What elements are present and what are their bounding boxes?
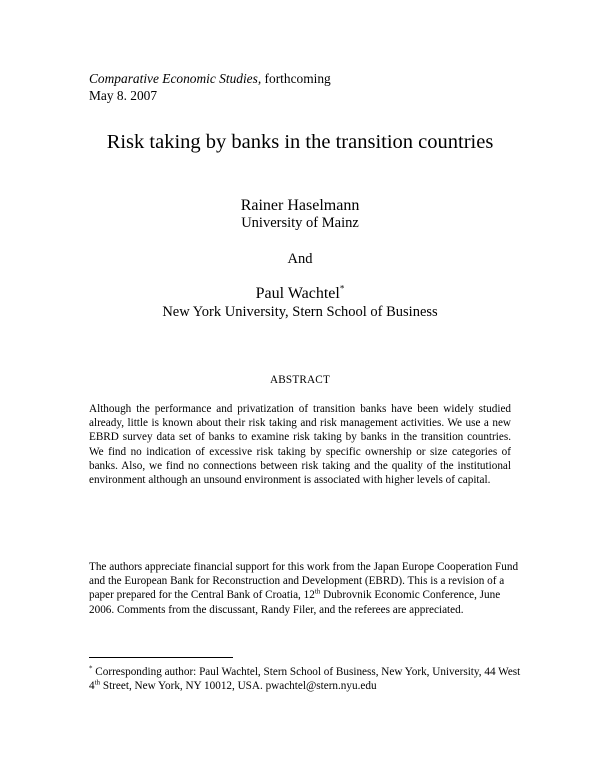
date-line: May 8. 2007 (89, 88, 158, 103)
journal-name: Comparative Economic Studies, (89, 71, 262, 86)
author-affiliation-2: New York University, Stern School of Business (162, 304, 438, 320)
author-footnote-marker: * (339, 283, 345, 294)
acknowledgement-paragraph (89, 560, 519, 617)
footnote-separator (89, 657, 233, 658)
author-conjunction: And (287, 251, 313, 267)
author-name-1: Rainer Haselmann (240, 197, 360, 214)
abstract-text: Although the performance and privatization of transition banks have been widely studied already, little is known about their risk taking and risk management activities. We use a new EBRD survey data set of banks to examine risk taking by banks in the transition countries. We find no indication of excessive risk taking by specific ownership or size categories of banks. Also, we find no connections between risk taking and the quality of the institutional environment although an unsound environment is associated with higher levels of capital. (89, 403, 511, 487)
footnote-text-1: Corresponding author: Paul Wachtel, Stern School of Business, New York, University, 44 West 4 (89, 666, 521, 693)
journal-status: forthcoming (261, 71, 331, 86)
journal-line (89, 71, 331, 87)
author-affiliation-1: University of Mainz (241, 215, 359, 231)
acknowledgement-text-1: The authors appreciate financial support for this work from the Japan Europe Cooperation Fund and the European Bank for Reconstruction and Development (EBRD). This is a revision of a paper prepared for the Central Bank of Croatia, 12 (89, 561, 519, 602)
paper-title: Risk taking by banks in the transition countries (106, 131, 494, 153)
author-name-2: Paul Wachtel (255, 285, 340, 302)
acknowledgement-ordinal-suffix: th (314, 587, 321, 596)
footnote-marker: * (89, 664, 93, 673)
footnote-ordinal-suffix: th (94, 678, 101, 687)
footnote-text-2: Street, New York, NY 10012, USA. pwachtel@stern.nyu.edu (100, 680, 377, 693)
footnote (89, 665, 529, 693)
author-2 (0, 284, 600, 304)
abstract-heading: ABSTRACT (269, 374, 331, 386)
acknowledgement-text-2: Dubrovnik Economic Conference, June 2006. Comments from the discussant, Randy Filer, and the referees are appreciated. (89, 589, 501, 616)
